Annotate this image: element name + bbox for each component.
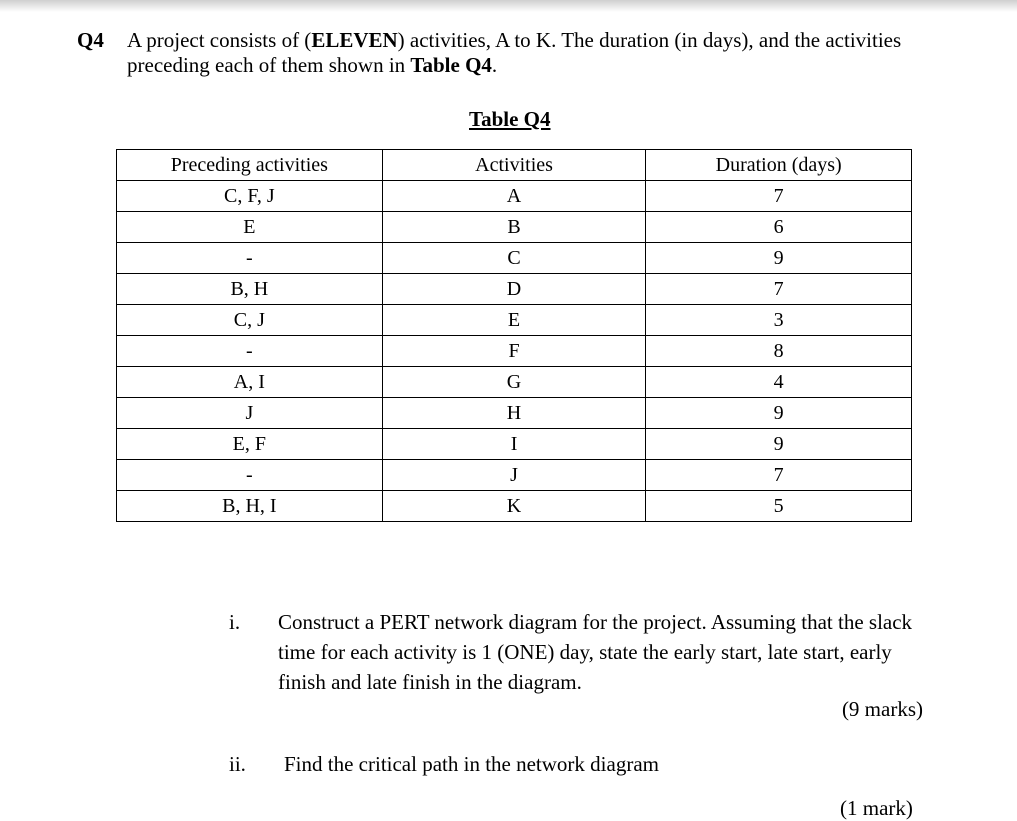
part-ii-marks: (1 mark) bbox=[840, 796, 913, 820]
cell-preceding: B, H bbox=[117, 274, 383, 305]
cell-preceding: - bbox=[117, 460, 383, 491]
table-row bbox=[117, 212, 912, 243]
table-row bbox=[117, 429, 912, 460]
cell-preceding: B, H, I bbox=[117, 491, 383, 522]
part-ii-number: ii. bbox=[229, 752, 246, 776]
activity-table bbox=[116, 149, 912, 522]
cell-duration: 9 bbox=[646, 398, 912, 429]
cell-activity: B bbox=[382, 212, 646, 243]
cell-preceding: - bbox=[117, 243, 383, 274]
cell-duration: 7 bbox=[646, 460, 912, 491]
cell-duration: 7 bbox=[646, 274, 912, 305]
cell-preceding: - bbox=[117, 336, 383, 367]
part-i-marks: (9 marks) bbox=[841, 697, 923, 721]
cell-activity: E bbox=[382, 305, 646, 336]
intro-bold-1: ELEVEN bbox=[311, 28, 398, 52]
header-duration: Duration (days) bbox=[646, 150, 912, 181]
cell-activity: C bbox=[382, 243, 646, 274]
cell-duration: 4 bbox=[646, 367, 912, 398]
cell-preceding: C, J bbox=[117, 305, 383, 336]
part-i-text: Construct a PERT network diagram for the project. Assuming that the slack time for each activity is 1 (ONE) day, state the early start, late start, early finish and late finish in the diagram. bbox=[278, 610, 913, 694]
table-row bbox=[117, 491, 912, 522]
cell-duration: 7 bbox=[646, 181, 912, 212]
table-row bbox=[117, 181, 912, 212]
table-row bbox=[117, 367, 912, 398]
cell-activity: D bbox=[382, 274, 646, 305]
table-row bbox=[117, 305, 912, 336]
cell-preceding: A, I bbox=[117, 367, 383, 398]
cell-activity: K bbox=[382, 491, 646, 522]
table-title: Table Q4 bbox=[469, 107, 551, 131]
page-top-edge bbox=[0, 0, 1017, 12]
table-row bbox=[117, 243, 912, 274]
intro-bold-2: Table Q4 bbox=[410, 53, 492, 77]
cell-duration: 9 bbox=[646, 429, 912, 460]
cell-activity: G bbox=[382, 367, 646, 398]
cell-preceding: E bbox=[117, 212, 383, 243]
part-i-number: i. bbox=[229, 610, 241, 634]
table-row bbox=[117, 336, 912, 367]
table-row bbox=[117, 460, 912, 491]
cell-activity: J bbox=[382, 460, 646, 491]
cell-duration: 6 bbox=[646, 212, 912, 243]
cell-duration: 9 bbox=[646, 243, 912, 274]
cell-preceding: E, F bbox=[117, 429, 383, 460]
cell-activity: A bbox=[382, 181, 646, 212]
cell-duration: 5 bbox=[646, 491, 912, 522]
header-activities: Activities bbox=[382, 150, 646, 181]
table-header-row bbox=[117, 150, 912, 181]
intro-text-1: A project consists of ( bbox=[127, 28, 312, 52]
cell-activity: F bbox=[382, 336, 646, 367]
cell-duration: 8 bbox=[646, 336, 912, 367]
header-preceding: Preceding activities bbox=[117, 150, 383, 181]
table-row bbox=[117, 274, 912, 305]
cell-activity: H bbox=[382, 398, 646, 429]
question-intro bbox=[127, 28, 917, 78]
cell-duration: 3 bbox=[646, 305, 912, 336]
question-number: Q4 bbox=[77, 28, 104, 52]
intro-text-2: ) activities, A to K. The duration (in days), and the activities preceding each of them shown in bbox=[127, 28, 902, 77]
table-row bbox=[117, 398, 912, 429]
cell-preceding: J bbox=[117, 398, 383, 429]
cell-preceding: C, F, J bbox=[117, 181, 383, 212]
part-ii-text: Find the critical path in the network diagram bbox=[284, 752, 659, 776]
cell-activity: I bbox=[382, 429, 646, 460]
intro-text-3: . bbox=[491, 53, 498, 77]
